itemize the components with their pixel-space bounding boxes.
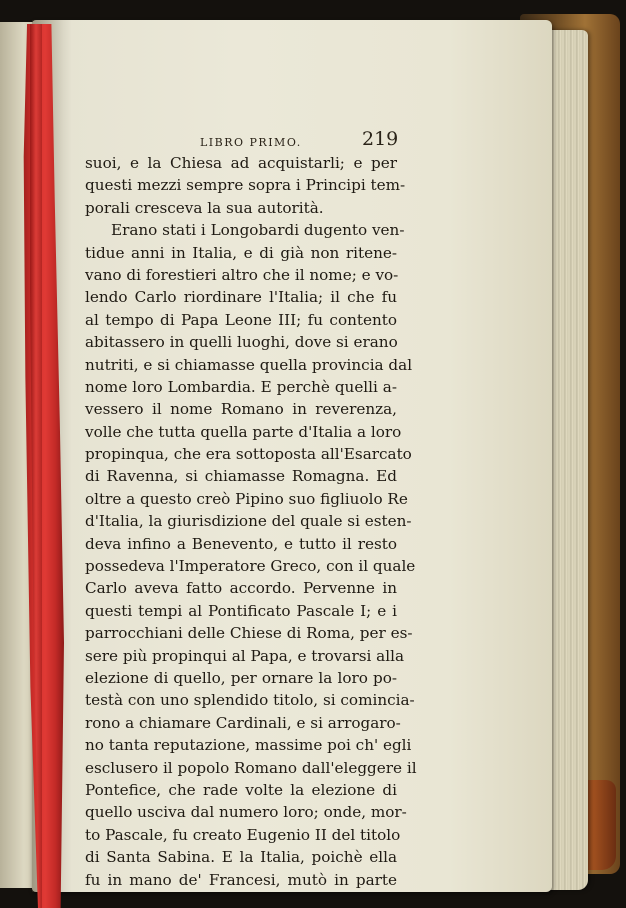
text-line: Carlo aveva fatto accordo. Pervenne in bbox=[85, 579, 397, 598]
text-line: no tanta reputazione, massime poi ch' egli bbox=[85, 736, 412, 755]
text-line: vessero il nome Romano in reverenza, bbox=[85, 400, 397, 419]
text-line: deva infino a Benevento, e tutto il resto bbox=[85, 534, 397, 553]
text-line: sere più propinqui al Papa, e trovarsi alla bbox=[85, 646, 405, 665]
text-line: parrocchiani delle Chiese di Roma, per es- bbox=[85, 624, 413, 643]
text-line: tidue anni in Italia, e di già non ritene- bbox=[85, 243, 397, 262]
text-line: esclusero il popolo Romano dall'eleggere il bbox=[85, 758, 417, 777]
page-number: 219 bbox=[362, 128, 399, 150]
text-line: Erano stati i Longobardi dugento ven- bbox=[111, 221, 405, 240]
body-text bbox=[85, 152, 417, 891]
text-line: propinqua, che era sottoposta all'Esarcato bbox=[85, 445, 412, 464]
text-line: volle che tutta quella parte d'Italia a loro bbox=[85, 422, 402, 441]
text-line: al tempo di Papa Leone III; fu contento bbox=[85, 310, 397, 329]
text-line: di Santa Sabina. E la Italia, poichè ella bbox=[85, 848, 397, 867]
text-line: lendo Carlo riordinare l'Italia; il che fu bbox=[85, 288, 397, 307]
text-line: possedeva l'Imperatore Greco, con il quale bbox=[85, 557, 416, 576]
text-line: questi tempi al Pontificato Pascale I; e i bbox=[85, 601, 397, 620]
running-head: LIBRO PRIMO. bbox=[200, 136, 302, 149]
text-line: elezione di quello, per ornare la loro po- bbox=[85, 668, 397, 687]
text-line: testà con uno splendido titolo, si comincia- bbox=[85, 691, 415, 710]
text-line: abitassero in quelli luoghi, dove si erano bbox=[85, 333, 398, 352]
text-line: di Ravenna, si chiamasse Romagna. Ed bbox=[85, 467, 397, 486]
text-line: nutriti, e si chiamasse quella provincia dal bbox=[85, 355, 413, 374]
text-line: nome loro Lombardia. E perchè quelli a- bbox=[85, 377, 397, 396]
text-line: vano di forestieri altro che il nome; e vo- bbox=[85, 265, 399, 284]
text-line: to Pascale, fu creato Eugenio II del titolo bbox=[85, 825, 401, 844]
text-line: fu in mano de' Francesi, mutò in parte bbox=[85, 870, 397, 889]
text-line: oltre a questo creò Pipino suo figliuolo Re bbox=[85, 489, 408, 508]
text-line: rono a chiamare Cardinali, e si arrogaro- bbox=[85, 713, 401, 732]
text-line: d'Italia, la giurisdizione del quale si esten- bbox=[85, 512, 412, 531]
text-line: quello usciva dal numero loro; onde, mor- bbox=[85, 803, 407, 822]
text-line: porali cresceva la sua autorità. bbox=[85, 198, 324, 217]
text-line: questi mezzi sempre sopra i Principi tem- bbox=[85, 176, 406, 195]
text-line: suoi, e la Chiesa ad acquistarli; e per bbox=[85, 154, 397, 172]
text-line: Pontefice, che rade volte la elezione di bbox=[85, 780, 397, 799]
